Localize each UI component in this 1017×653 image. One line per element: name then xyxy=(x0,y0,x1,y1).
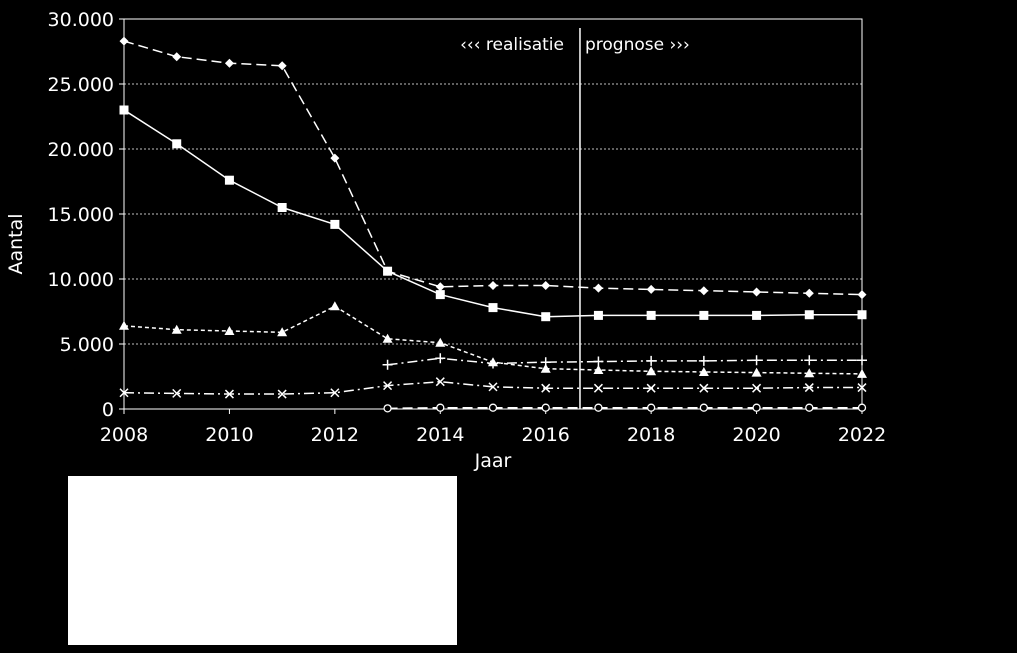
data-point-square xyxy=(752,311,761,320)
series-diamond xyxy=(120,37,867,300)
data-point-square xyxy=(647,311,656,320)
data-point-circle xyxy=(700,404,707,411)
annotation-prognose: prognose ››› xyxy=(584,35,690,55)
data-point-diamond xyxy=(805,289,814,298)
data-point-square xyxy=(172,139,181,148)
data-point-square xyxy=(330,220,339,229)
data-point-plus xyxy=(593,357,603,367)
x-tick-label: 2012 xyxy=(310,424,360,446)
y-tick-label: 25.000 xyxy=(47,74,114,96)
series-circle xyxy=(384,404,865,412)
annotation-realisatie: ‹‹‹ realisatie xyxy=(460,35,564,55)
data-point-circle xyxy=(595,404,602,411)
data-point-plus xyxy=(752,355,762,365)
data-point-square xyxy=(383,267,392,276)
data-point-square xyxy=(436,290,445,299)
data-point-circle xyxy=(437,404,444,411)
data-point-plus xyxy=(435,353,445,363)
data-point-diamond xyxy=(436,282,445,291)
series-group xyxy=(119,37,867,412)
y-tick-label: 15.000 xyxy=(47,204,114,226)
data-point-triangle xyxy=(646,366,656,375)
data-point-diamond xyxy=(120,37,129,46)
data-point-circle xyxy=(384,405,391,412)
data-point-circle xyxy=(542,404,549,411)
data-point-square xyxy=(805,310,814,319)
data-point-circle xyxy=(490,404,497,411)
data-point-triangle xyxy=(752,368,762,377)
data-point-square xyxy=(699,311,708,320)
data-point-triangle xyxy=(224,326,234,335)
data-point-square xyxy=(858,310,867,319)
legend-box xyxy=(68,476,457,645)
data-point-diamond xyxy=(330,154,339,163)
series-x xyxy=(120,378,866,398)
x-tick-label: 2018 xyxy=(626,424,676,446)
y-tick-label: 5.000 xyxy=(59,334,114,356)
x-tick-label: 2020 xyxy=(732,424,781,446)
data-point-circle xyxy=(753,404,760,411)
x-tick-label: 2008 xyxy=(99,424,149,446)
data-point-triangle xyxy=(435,338,445,347)
x-tick-label: 2014 xyxy=(416,424,465,446)
data-point-diamond xyxy=(752,288,761,297)
gridlines xyxy=(124,19,862,344)
data-point-diamond xyxy=(858,290,867,299)
data-point-square xyxy=(120,106,129,115)
y-tick-label: 10.000 xyxy=(47,269,114,291)
data-point-diamond xyxy=(489,281,498,290)
series-line-diamond xyxy=(124,41,862,295)
data-point-plus xyxy=(857,355,867,365)
data-point-plus xyxy=(699,356,709,366)
data-point-plus xyxy=(646,356,656,366)
data-point-square xyxy=(541,312,550,321)
data-point-diamond xyxy=(278,61,287,70)
data-point-circle xyxy=(806,404,813,411)
y-tick-label: 0 xyxy=(101,399,114,421)
series-plus xyxy=(383,353,867,370)
data-point-diamond xyxy=(172,52,181,61)
data-point-diamond xyxy=(699,286,708,295)
data-point-x xyxy=(753,384,761,392)
y-axis-label: Aantal xyxy=(5,213,27,275)
data-point-square xyxy=(594,311,603,320)
x-tick-label: 2022 xyxy=(837,424,887,446)
series-line-circle xyxy=(388,408,862,409)
y-axis-ticks xyxy=(48,9,124,421)
data-point-triangle xyxy=(330,301,340,310)
data-point-circle xyxy=(859,404,866,411)
x-tick-label: 2016 xyxy=(521,424,570,446)
data-point-plus xyxy=(488,359,498,369)
data-point-diamond xyxy=(594,284,603,293)
x-axis-label: Jaar xyxy=(474,450,512,472)
data-point-square xyxy=(278,203,287,212)
data-point-diamond xyxy=(225,59,234,68)
data-point-diamond xyxy=(541,281,550,290)
data-point-square xyxy=(489,303,498,312)
data-point-circle xyxy=(648,404,655,411)
x-axis-ticks xyxy=(100,409,886,446)
data-point-x xyxy=(594,384,602,392)
data-point-triangle xyxy=(119,321,129,330)
x-tick-label: 2010 xyxy=(205,424,254,446)
y-tick-label: 20.000 xyxy=(47,139,114,161)
y-tick-label: 30.000 xyxy=(47,9,114,31)
data-point-diamond xyxy=(647,285,656,294)
series-line-plus xyxy=(388,358,862,365)
data-point-square xyxy=(225,176,234,185)
data-point-triangle xyxy=(857,369,867,378)
data-point-plus xyxy=(541,357,551,367)
data-point-plus xyxy=(383,360,393,370)
data-point-triangle xyxy=(383,334,393,343)
data-point-plus xyxy=(804,355,814,365)
